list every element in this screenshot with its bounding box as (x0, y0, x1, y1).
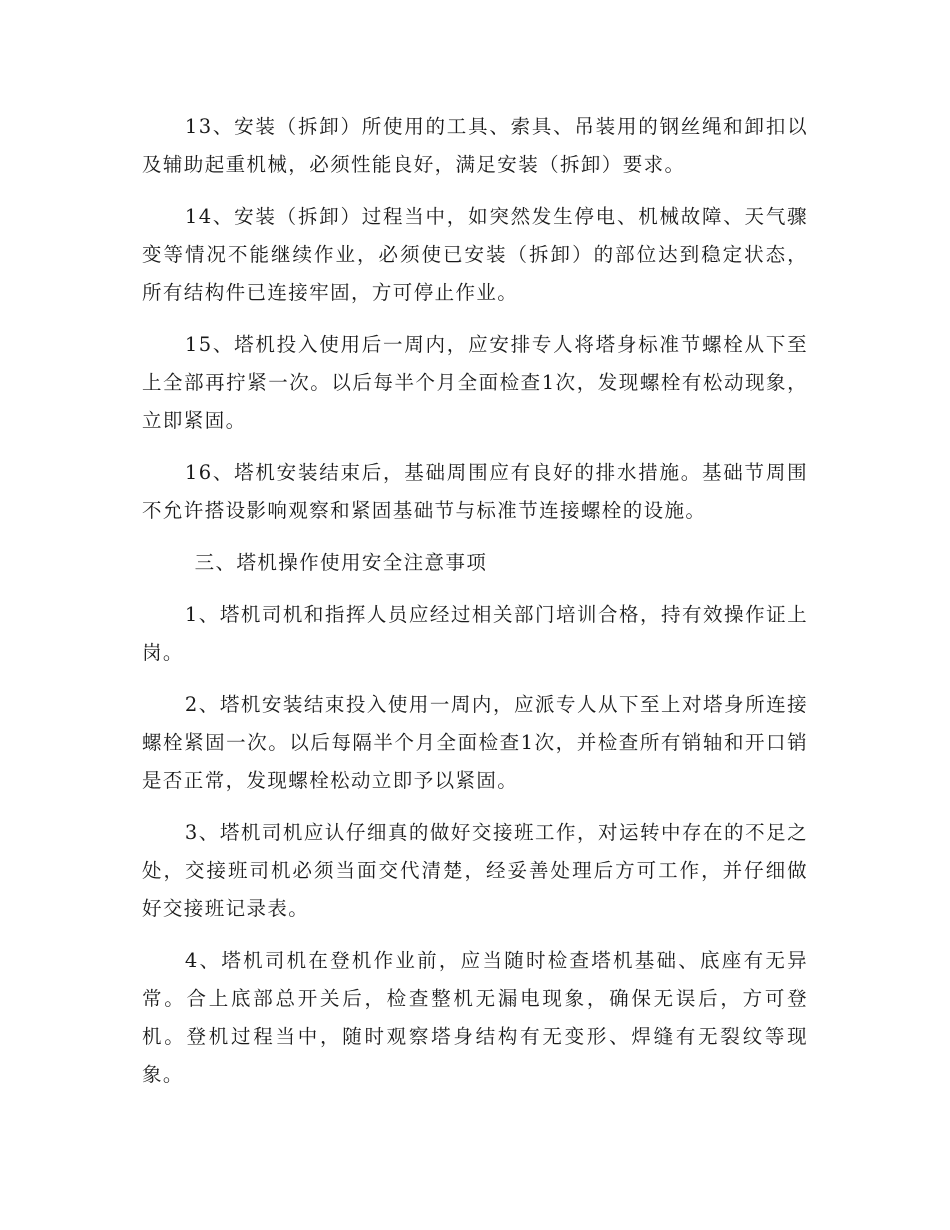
paragraph-15: 15、塔机投入使用后一周内，应安排专人将塔身标准节螺栓从下至上全部再拧紧一次。以后每半个月全面检查1次，发现螺栓有松动现象，立即紧固。 (142, 333, 808, 432)
paragraph-14: 14、安装（拆卸）过程当中，如突然发生停电、机械故障、天气骤变等情况不能继续作业，必须使已安装（拆卸）的部位达到稳定状态，所有结构件已连接牢固，方可停止作业。 (142, 205, 808, 304)
paragraph-13: 13、安装（拆卸）所使用的工具、索具、吊装用的钢丝绳和卸扣以及辅助起重机械，必须性能良好，满足安装（拆卸）要求。 (142, 115, 808, 176)
section-paragraph-2: 2、塔机安装结束投入使用一周内，应派专人从下至上对塔身所连接螺栓紧固一次。以后每隔半个月全面检查1次，并检查所有销轴和开口销是否正常，发现螺栓松动立即予以紧固。 (142, 693, 808, 792)
paragraph-16: 16、塔机安装结束后，基础周围应有良好的排水措施。基础节周围不允许搭设影响观察和紧固基础节与标准节连接螺栓的设施。 (142, 461, 808, 522)
section-paragraph-1: 1、塔机司机和指挥人员应经过相关部门培训合格，持有效操作证上岗。 (142, 603, 808, 664)
section-heading: 三、塔机操作使用安全注意事项 (194, 551, 488, 574)
section-paragraph-4: 4、塔机司机在登机作业前，应当随时检查塔机基础、底座有无异常。合上底部总开关后，检查整机无漏电现象，确保无误后，方可登机。登机过程当中，随时观察塔身结构有无变形、焊缝有无裂纹等现象。 (142, 949, 808, 1086)
document-body (142, 108, 808, 1108)
section-paragraph-3: 3、塔机司机应认仔细真的做好交接班工作，对运转中存在的不足之处，交接班司机必须当面交代清楚，经妥善处理后方可工作，并仔细做好交接班记录表。 (142, 821, 808, 920)
